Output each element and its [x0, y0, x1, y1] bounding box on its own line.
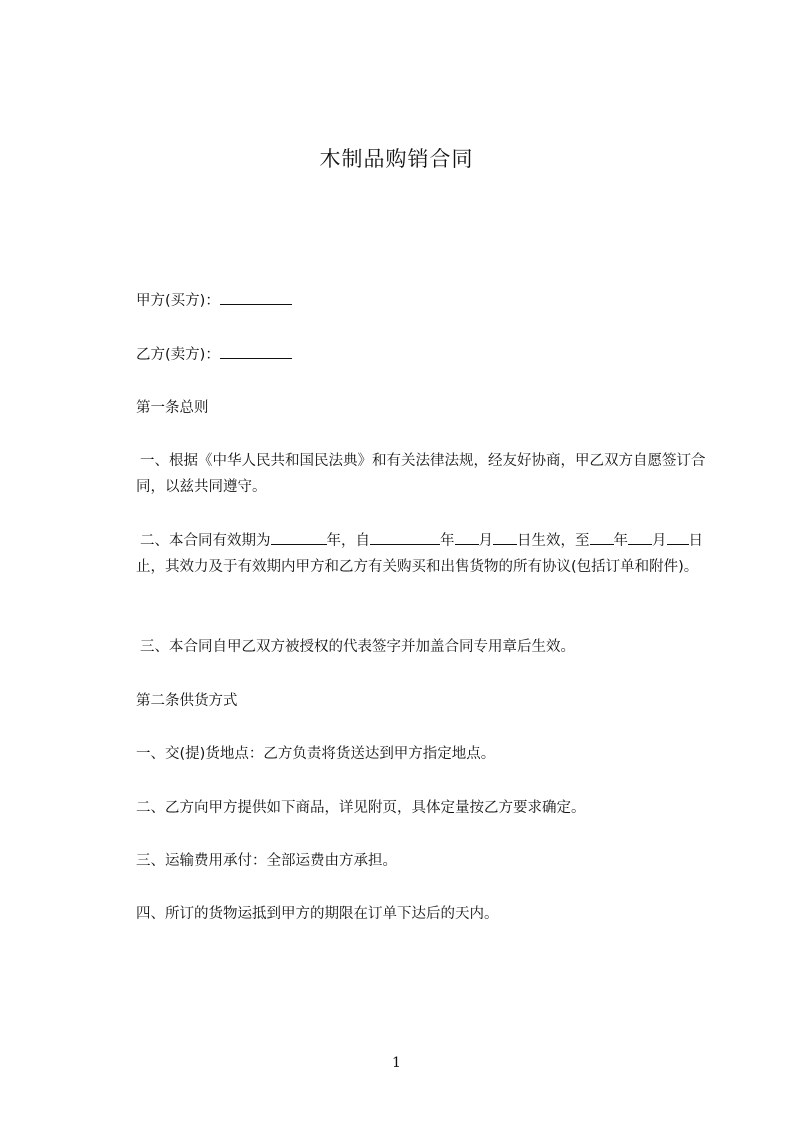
party-a-blank [220, 290, 292, 305]
term-years-blank [271, 530, 327, 545]
end-day-blank [667, 530, 689, 545]
section1-item1: 一、根据《中华人民共和国民法典》和有关法律法规，经友好协商，甲乙双方自愿签订合同，以兹共同遵守。 [136, 453, 706, 495]
party-a-label: 甲方(买方)： [136, 293, 220, 309]
item2-text-2: 年，自 [326, 533, 370, 549]
item2-text-8: 日止，其效力及于有效期内甲方和乙方有关购买和出售货物的所有协议(包括订单和附件)。 [136, 533, 703, 575]
start-month-blank [455, 530, 479, 545]
item2-text-3: 年 [440, 533, 455, 549]
item2-text-7: 月 [652, 533, 667, 549]
start-year-blank [370, 530, 440, 545]
section2-item1: 一、交(提)货地点：乙方负责将货送达到甲方指定地点。 [136, 746, 496, 762]
item2-text-6: 年 [613, 533, 628, 549]
item2-text-4: 月 [478, 533, 493, 549]
document-title: 木制品购销合同 [319, 147, 474, 171]
section2-item2: 二、乙方向甲方提供如下商品，详见附页，具体定量按乙方要求确定。 [136, 800, 586, 816]
section1-heading: 第一条总则 [136, 400, 209, 416]
end-year-blank [590, 530, 614, 545]
page-number: 1 [392, 1055, 401, 1071]
section2-item3: 三、运输费用承付：全部运费由方承担。 [136, 853, 397, 869]
end-month-blank [628, 530, 652, 545]
start-day-blank [493, 530, 517, 545]
section2-item4: 四、所订的货物运抵到甲方的期限在订单下达后的天内。 [136, 906, 499, 922]
party-b-label: 乙方(卖方)： [136, 347, 220, 363]
item2-text-5: 日生效，至 [517, 533, 590, 549]
party-b-line [136, 342, 708, 368]
party-a-line [136, 288, 708, 314]
section2-heading: 第二条供货方式 [136, 693, 238, 709]
item2-text-1: 二、本合同有效期为 [140, 533, 271, 549]
section1-item2 [136, 528, 708, 580]
party-b-blank [220, 344, 292, 359]
section1-item3: 三、本合同自甲乙双方被授权的代表签字并加盖合同专用章后生效。 [140, 639, 575, 655]
